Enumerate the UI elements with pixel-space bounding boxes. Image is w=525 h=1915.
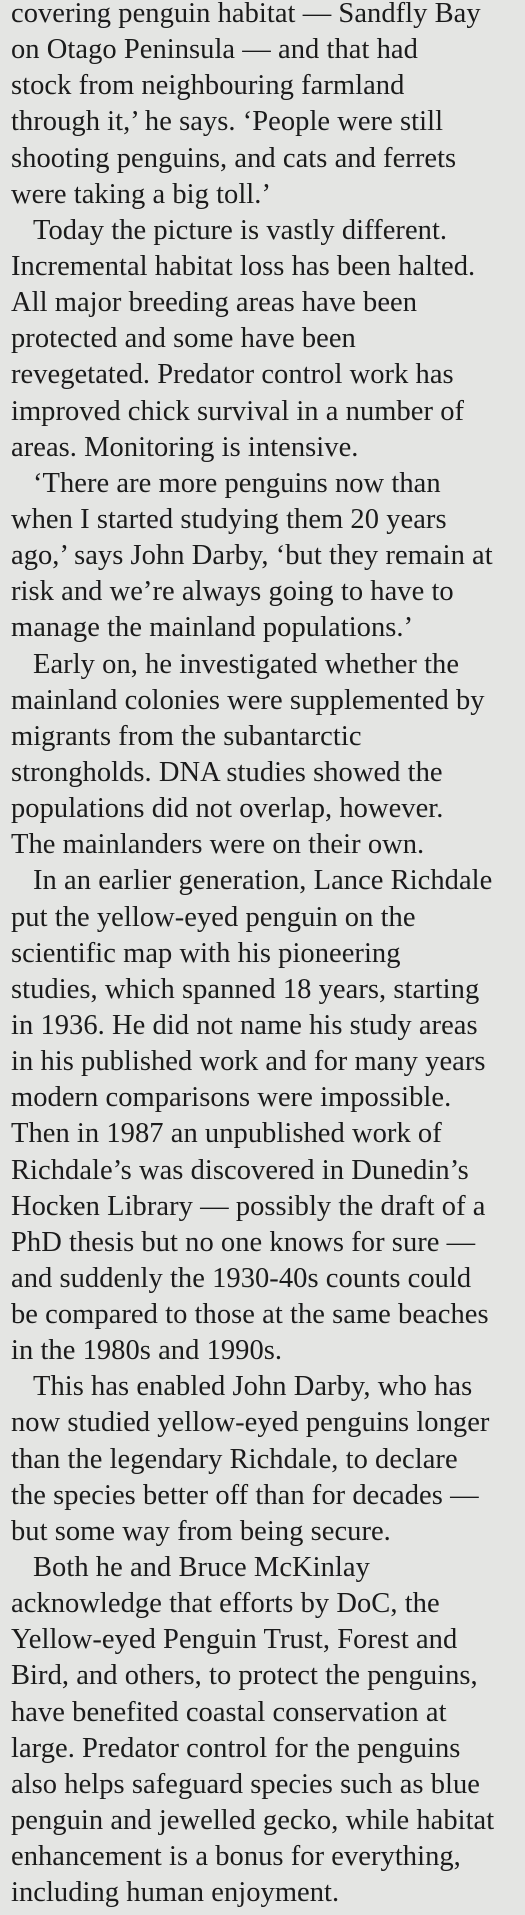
text-line: and suddenly the 1930-40s counts could bbox=[11, 1262, 472, 1294]
text-line: penguin and jewelled gecko, while habitat bbox=[11, 1805, 495, 1837]
text-line: Then in 1987 an unpublished work of bbox=[11, 1118, 442, 1150]
text-line: risk and we’re always going to have to bbox=[11, 576, 454, 608]
text-line: Today the picture is vastly different. bbox=[33, 214, 448, 246]
text-line: mainland colonies were supplemented by bbox=[11, 684, 485, 716]
text-line: revegetated. Predator control work has bbox=[11, 359, 454, 391]
text-line: All major breeding areas have been bbox=[11, 287, 418, 319]
text-line: populations did not overlap, however. bbox=[11, 793, 444, 825]
text-line: when I started studying them 20 years bbox=[11, 503, 447, 535]
text-line: have benefited coastal conservation at bbox=[11, 1696, 447, 1728]
paragraph bbox=[11, 647, 525, 864]
text-line: scientific map with his pioneering bbox=[11, 937, 401, 969]
text-line: manage the mainland populations.’ bbox=[11, 612, 414, 644]
text-line: in 1936. He did not name his study areas bbox=[11, 1009, 478, 1041]
text-line: migrants from the subantarctic bbox=[11, 720, 362, 752]
text-line: Both he and Bruce McKinlay bbox=[33, 1552, 370, 1584]
paragraph bbox=[11, 466, 525, 647]
text-line: stock from neighbouring farmland bbox=[11, 70, 405, 102]
text-line: strongholds. DNA studies showed the bbox=[11, 756, 443, 788]
text-line: Incremental habitat loss has been halted. bbox=[11, 250, 476, 282]
text-line: in the 1980s and 1990s. bbox=[11, 1335, 283, 1367]
text-line: Hocken Library — possibly the draft of a bbox=[11, 1190, 486, 1222]
article-body bbox=[11, 0, 525, 1911]
paragraph bbox=[11, 1550, 525, 1911]
text-line: ‘There are more penguins now than bbox=[33, 467, 441, 499]
text-line: be compared to those at the same beaches bbox=[11, 1299, 489, 1331]
text-line: the species better off than for decades — bbox=[11, 1479, 479, 1511]
text-line: protected and some have been bbox=[11, 323, 356, 355]
text-line: This has enabled John Darby, who has bbox=[33, 1371, 473, 1403]
text-line: Richdale’s was discovered in Dunedin’s bbox=[11, 1154, 469, 1186]
text-line: through it,’ he says. ‘People were still bbox=[11, 106, 444, 138]
text-line: modern comparisons were impossible. bbox=[11, 1082, 452, 1114]
text-line: acknowledge that efforts by DoC, the bbox=[11, 1588, 440, 1620]
text-line: The mainlanders were on their own. bbox=[11, 829, 425, 861]
text-line: Yellow-eyed Penguin Trust, Forest and bbox=[11, 1624, 458, 1656]
text-line: covering penguin habitat — Sandfly Bay bbox=[11, 0, 481, 29]
paragraph bbox=[11, 213, 525, 466]
text-line: than the legendary Richdale, to declare bbox=[11, 1443, 458, 1475]
text-line: enhancement is a bonus for everything, bbox=[11, 1841, 461, 1873]
text-line: but some way from being secure. bbox=[11, 1515, 391, 1547]
paragraph bbox=[11, 0, 525, 213]
text-line: Bird, and others, to protect the penguins, bbox=[11, 1660, 478, 1692]
text-line: now studied yellow-eyed penguins longer bbox=[11, 1407, 490, 1439]
paragraph bbox=[11, 1369, 525, 1550]
text-line: also helps safeguard species such as blue bbox=[11, 1768, 480, 1800]
text-line: improved chick survival in a number of bbox=[11, 395, 465, 427]
text-line: shooting penguins, and cats and ferrets bbox=[11, 142, 457, 174]
paragraph bbox=[11, 863, 525, 1369]
text-line: including human enjoyment. bbox=[11, 1877, 340, 1909]
text-line: in his published work and for many years bbox=[11, 1046, 486, 1078]
text-line: In an earlier generation, Lance Richdale bbox=[33, 865, 493, 897]
text-line: on Otago Peninsula — and that had bbox=[11, 34, 418, 66]
text-line: Early on, he investigated whether the bbox=[33, 648, 460, 680]
text-line: large. Predator control for the penguins bbox=[11, 1732, 461, 1764]
text-line: PhD thesis but no one knows for sure — bbox=[11, 1226, 476, 1258]
text-line: put the yellow-eyed penguin on the bbox=[11, 901, 416, 933]
text-line: ago,’ says John Darby, ‘but they remain at bbox=[11, 540, 493, 572]
text-line: were taking a big toll.’ bbox=[11, 178, 271, 210]
text-line: areas. Monitoring is intensive. bbox=[11, 431, 359, 463]
text-line: studies, which spanned 18 years, starting bbox=[11, 973, 480, 1005]
